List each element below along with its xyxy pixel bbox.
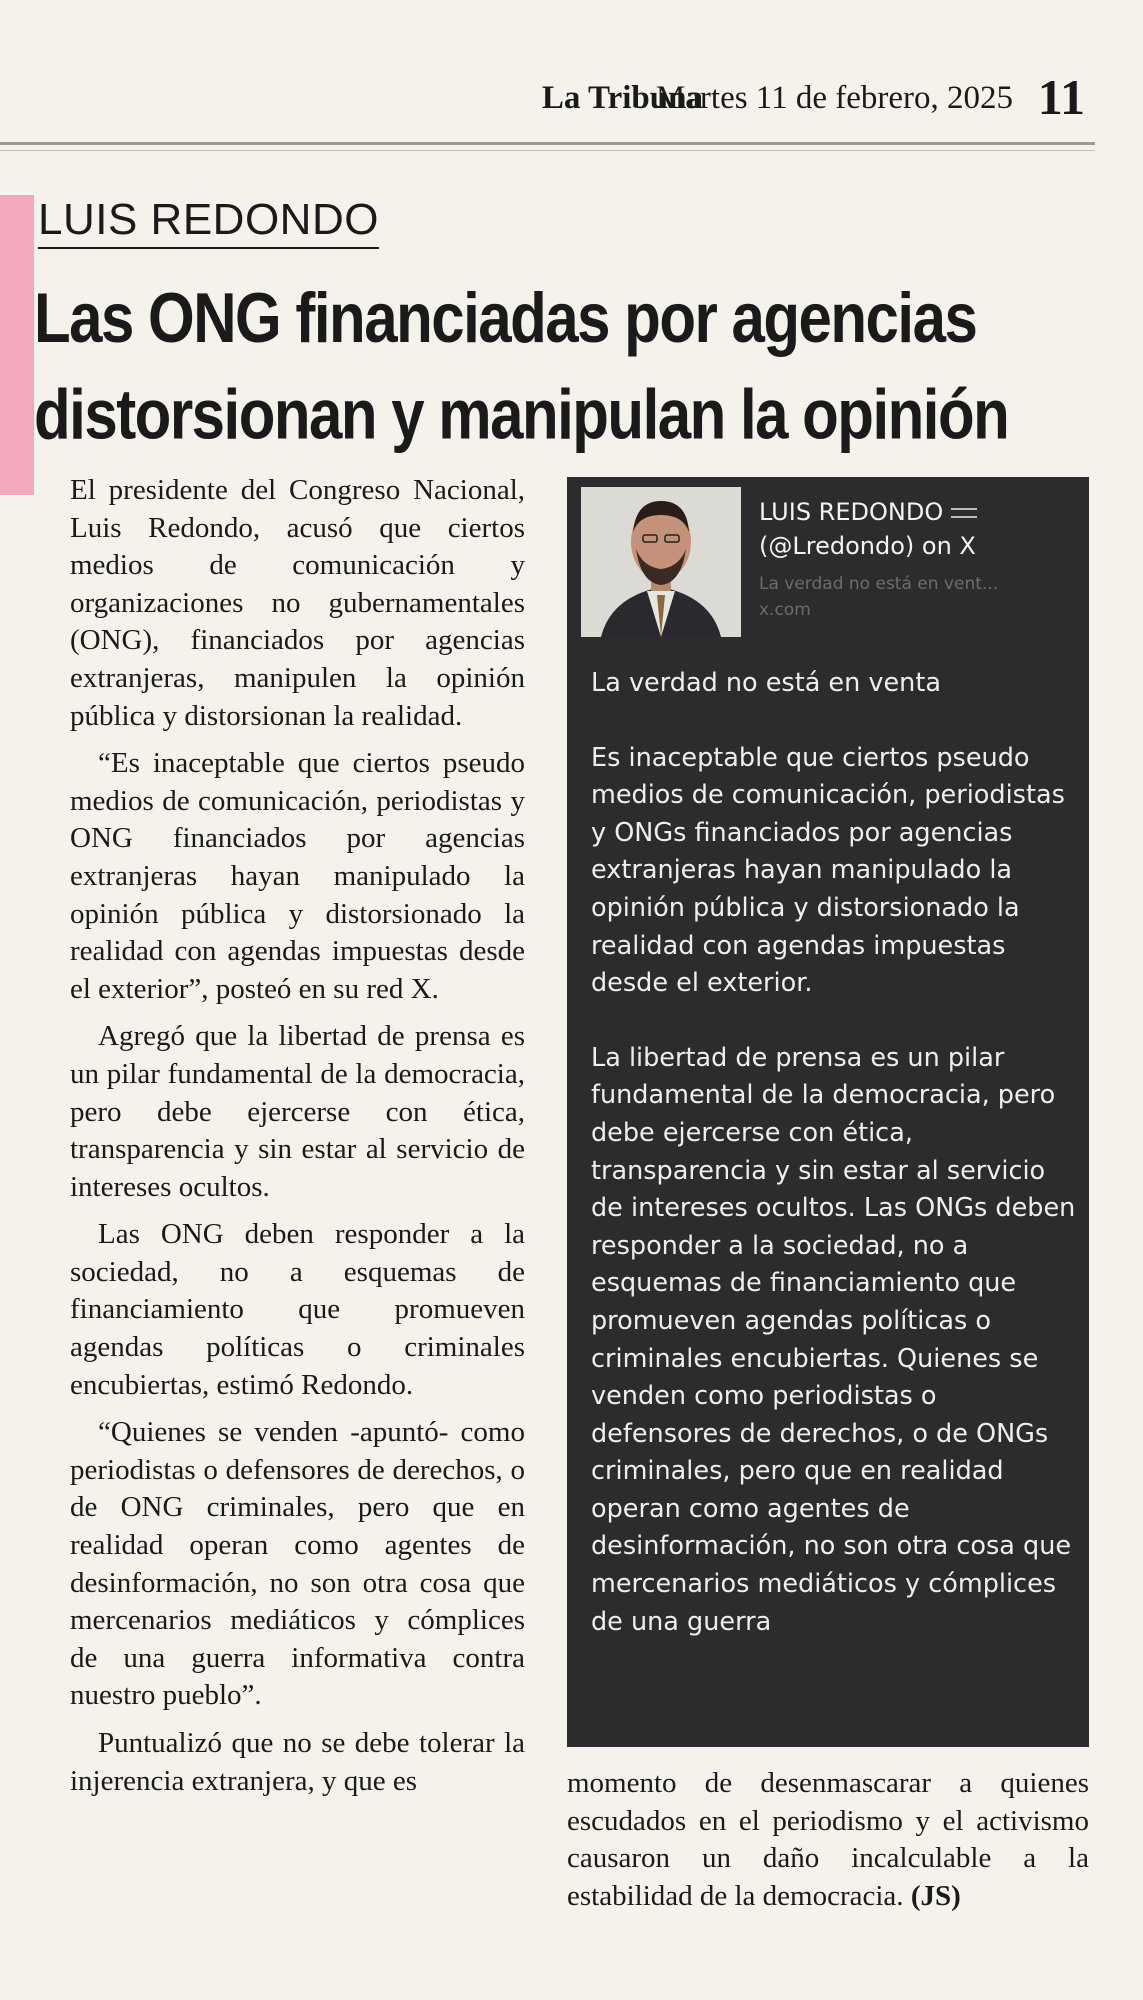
issue-date: Martes 11 de febrero, 2025 <box>655 80 1013 116</box>
post-paragraph: La libertad de prensa es un pilar fundamental de la democracia, pero debe ejercerse con ética, transparencia y sin estar al servicio de intereses ocultos. Las ONGs deben responder a la sociedad, no a esquemas de financiamiento que promueven agendas políticas o criminales encubiertas. Quienes se venden como periodistas o defensores de derechos, o de ONGs criminales, pero que en realidad operan como agentes de desinformación, no son otra cosa que mercenarios mediáticos y cómplices de una guerra <box>591 1042 1076 1637</box>
article-body-left <box>70 472 525 1810</box>
page-number: 11 <box>1037 69 1085 125</box>
newspaper-name: La Tribuna <box>541 80 703 116</box>
article-paragraph: “Quienes se venden -apuntó- como periodistas o defensores de derechos, o de ONG criminales, pero que en realidad operan como agentes de desinformación, no son otra cosa que mercenarios mediáticos y cómplices de una guerra informativa contra nuestro pueblo”. <box>70 1416 525 1712</box>
article-paragraph: El presidente del Congreso Nacional, Luis Redondo, acusó que ciertos medios de comunicación y organizaciones no gubernamentales (ONG), financiados por agencias extranjeras, manipulen la opinión pública y distorsionan la realidad. <box>70 474 525 732</box>
author-byline: (JS) <box>910 1879 961 1912</box>
article-body-right <box>567 1765 1089 1915</box>
article-kicker: LUIS REDONDO <box>38 195 379 249</box>
post-title: La verdad no está en venta <box>591 668 941 698</box>
article-paragraph: Las ONG deben responder a la sociedad, no a esquemas de financiamiento que promueven agendas políticas o criminales encubiertas, estimó Redondo. <box>70 1218 525 1401</box>
header-rule-thin <box>0 150 1095 151</box>
article-paragraph: “Es inaceptable que ciertos pseudo medios de comunicación, periodistas y ONG financiados por agencias extranjeras hayan manipulado la opinión pública y distorsionado la realidad con agendas impuestas desde el exterior”, posteó en su red X. <box>70 747 525 1005</box>
portrait-image <box>581 487 741 637</box>
highlighter-mark <box>0 195 34 495</box>
link-preview-title: La verdad no está en vent... <box>759 574 999 594</box>
masthead <box>0 69 1143 132</box>
article-paragraph: Agregó que la libertad de prensa es un pilar fundamental de la democracia, pero debe ejercerse con ética, transparencia y sin estar al servicio de intereses ocultos. <box>70 1020 525 1203</box>
continuation-text: momento de desenmascarar a quienes escudados en el periodismo y el activismo causaron un daño incalculable a la estabilidad de la democracia. <box>567 1767 1089 1912</box>
post-paragraph: Es inaceptable que ciertos pseudo medios de comunicación, periodistas y ONGs financiados por agencias extranjeras hayan manipulado la opinión pública y distorsionado la realidad con agendas impuestas desde el exterior. <box>591 742 1065 999</box>
verified-icon <box>951 508 977 518</box>
header-rule <box>0 142 1095 145</box>
author-handle: (@Lredondo) on X <box>759 532 976 560</box>
x-post-card <box>567 477 1089 1747</box>
article-paragraph-continued <box>567 1765 1089 1915</box>
author-name: LUIS REDONDO <box>759 498 944 526</box>
post-body <box>591 665 1081 1641</box>
author-photo <box>581 487 741 637</box>
article-headline: Las ONG financiadas por agencias distorsionan y manipulan la opinión <box>34 278 1009 455</box>
article-paragraph: Puntualizó que no se debe tolerar la injerencia extranjera, y que es <box>70 1727 525 1797</box>
link-preview[interactable] <box>759 571 998 623</box>
post-author <box>759 495 977 563</box>
link-preview-domain: x.com <box>759 600 811 620</box>
